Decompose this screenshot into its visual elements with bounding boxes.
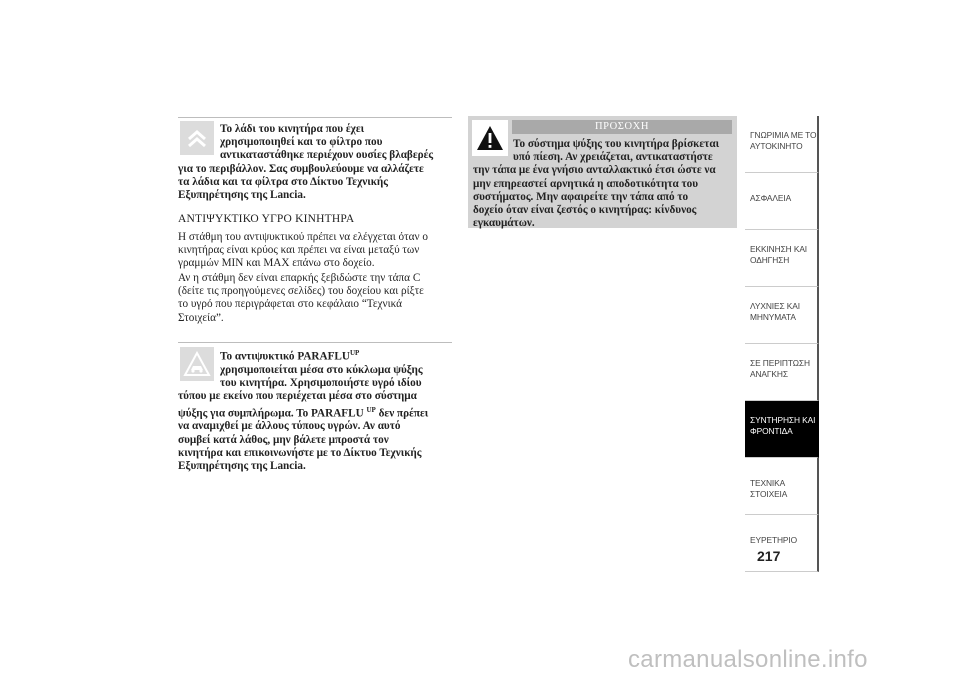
tab-starting-driving[interactable]	[745, 230, 819, 287]
tab-label: ΑΣΦΑΛΕΙΑ	[750, 193, 792, 203]
para-line: Στοιχεία”.	[178, 311, 224, 324]
chapter-tabs	[745, 116, 819, 572]
note2-top-rule	[178, 342, 452, 343]
para-line: Αν η στάθμη δεν είναι επαρκής ξεβιδώστε την τάπα C	[178, 272, 421, 284]
note1-line: αντικαταστάθηκε περιέχουν ουσίες βλαβερές	[220, 149, 434, 162]
watermark: carmanualsonline.info	[628, 646, 868, 673]
para-line: κινητήρας είναι κρύος και πρέπει να είναι μεταξύ των	[178, 244, 420, 257]
note2-line4-sup: UP	[366, 405, 376, 414]
tab-label: ΛΥΧΝΙΕΣ ΚΑΙ	[750, 301, 801, 311]
note1-line: Εξυπηρέτησης της Lancia.	[178, 189, 306, 202]
section-para2	[178, 272, 454, 325]
section-heading: ΑΝΤΙΨΥΚΤΙΚΟ ΥΓΡΟ ΚΙΝΗΤΗΡΑ	[178, 213, 355, 225]
note2-line	[178, 404, 454, 421]
tab-maintenance[interactable]	[745, 401, 819, 458]
warning-line: υπό πίεση. Αν χρειάζεται, αντικαταστήστε	[513, 151, 713, 164]
warning-line: εγκαυμάτων.	[473, 217, 535, 230]
note1-top-rule	[178, 117, 452, 118]
para-line: γραμμών MIN και MAX επάνω στο δοχείο.	[178, 257, 375, 270]
warning-line: την τάπα με ένα γνήσιο ανταλλακτικό έτσι ώστε να	[473, 164, 716, 177]
note2-line: τύπου με εκείνο που περιέχεται μέσα στο σύστημα	[178, 390, 417, 403]
note1-line: τα λάδια και τα φίλτρα στο Δίκτυο Τεχνικής	[178, 175, 388, 188]
note1-text	[178, 123, 454, 202]
section-para1	[178, 231, 454, 271]
warning-text	[473, 138, 735, 230]
tab-label: ΦΡΟΝΤΙΔΑ	[750, 426, 793, 436]
note2-line: να αναμιχθεί με άλλους τύπους υγρών. Αν αυτό	[178, 420, 401, 433]
tab-technical-data[interactable]	[745, 458, 819, 515]
tab-emergency[interactable]	[745, 344, 819, 401]
tab-label: ΕΚΚΙΝΗΣΗ ΚΑΙ	[750, 244, 808, 254]
tab-label: ΜΗΝΥΜΑΤΑ	[750, 312, 796, 322]
note2-first-line: Το αντιψυκτικό PARAFLU	[220, 350, 350, 363]
tab-label: ΕΥΡΕΤΗΡΙΟ	[750, 535, 798, 545]
note1-line: Το λάδι του κινητήρα που έχει	[220, 123, 365, 135]
warning-line: μην επηρεαστεί αρνητικά η αποδοτικότητα του	[473, 177, 699, 190]
para-line: (δείτε τις προηγούμενες σελίδες) του δοχείου και ρίξτε	[178, 285, 424, 298]
note2-line	[178, 347, 454, 364]
note2-text	[178, 347, 454, 473]
page-number: 217	[757, 548, 781, 564]
warning-title: ΠΡΟΣΟΧΗ	[512, 120, 732, 134]
note2-line: χρησιμοποιείται μέσα στο κύκλωμα ψύξης	[220, 363, 423, 376]
tab-lights-messages[interactable]	[745, 287, 819, 344]
note2-line: κινητήρα και επικοινωνήστε με το Δίκτυο Τεχνικής	[178, 446, 422, 459]
note2-line4-head: ψύξης για συμπλήρωμα. Το PARAFLU	[178, 407, 364, 420]
para-line: το υγρό που περιγράφεται στο κεφάλαιο “Τεχνικά	[178, 298, 402, 311]
note2-sup: UP	[349, 349, 360, 357]
tab-getting-to-know[interactable]	[745, 116, 819, 173]
tab-label: ΓΝΩΡΙΜΙΑ ΜΕ ΤΟ	[750, 130, 817, 140]
tab-label: ΑΥΤΟΚΙΝΗΤΟ	[750, 141, 803, 151]
tab-label: ΣΕ ΠΕΡΙΠΤΩΣΗ	[750, 358, 810, 368]
warning-line: συστήματος. Μην αφαιρείτε την τάπα από το	[473, 190, 689, 203]
note1-line: για το περιβάλλον. Σας συμβουλεύουμε να αλλάζετε	[178, 162, 424, 175]
tab-label: ΑΝΑΓΚΗΣ	[750, 369, 788, 379]
tab-label: ΟΔΗΓΗΣΗ	[750, 255, 790, 265]
warning-line: δοχείο όταν είναι ζεστός ο κινητήρας: κίνδυνος	[473, 204, 697, 217]
note2-line: του κινητήρα. Χρησιμοποιήστε υγρό ιδίου	[220, 377, 422, 390]
tab-label: ΣΥΝΤΗΡΗΣΗ ΚΑΙ	[750, 415, 816, 425]
note2-line: Εξυπηρέτησης της Lancia.	[178, 460, 306, 473]
tab-label: ΤΕΧΝΙΚΑ ΣΤΟΙΧΕΙΑ	[750, 478, 788, 499]
note2-line4-tail: δεν πρέπει	[375, 407, 429, 420]
warning-line: Το σύστημα ψύξης του κινητήρα βρίσκεται	[513, 138, 720, 150]
para-line: Η στάθμη του αντιψυκτικού πρέπει να ελέγχεται όταν ο	[178, 231, 428, 243]
note1-line: χρησιμοποιηθεί και το φίλτρο που	[220, 136, 383, 149]
note2-line: συμβεί κατά λάθος, μην βάλετε μπροστά τον	[178, 433, 389, 446]
tab-safety[interactable]	[745, 173, 819, 230]
